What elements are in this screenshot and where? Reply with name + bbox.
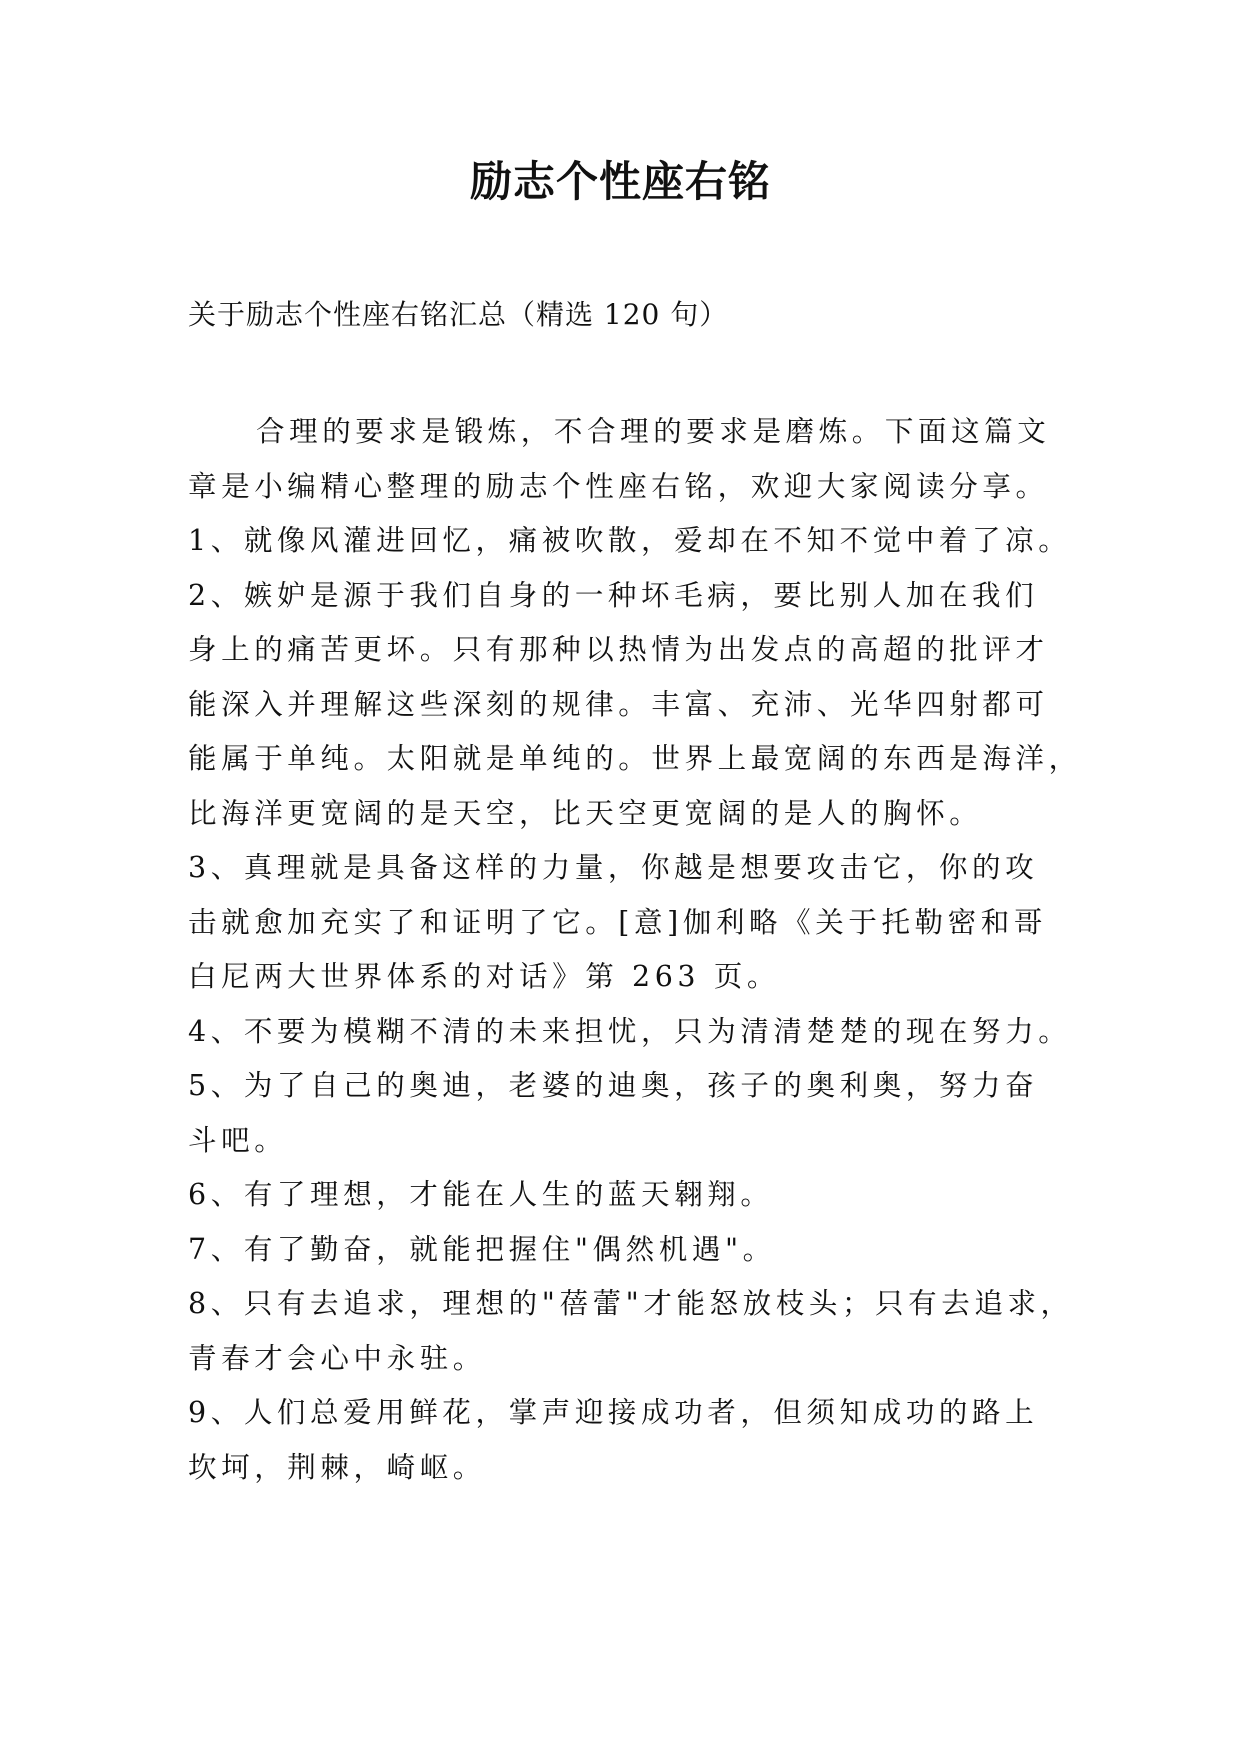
text-line: 4、不要为模糊不清的未来担忧，只为清清楚楚的现在努力。 bbox=[188, 1014, 1072, 1048]
text-line: 章是小编精心整理的励志个性座右铭，欢迎大家阅读分享。 bbox=[188, 469, 1049, 503]
text-line: 1、就像风灌进回忆，痛被吹散，爱却在不知不觉中着了凉。 bbox=[188, 524, 1072, 557]
text-line: 5、为了自己的奥迪，老婆的迪奥，孩子的奥利奥，努力奋 bbox=[188, 1069, 1039, 1102]
text-line: 青春才会心中永驻。 bbox=[188, 1341, 486, 1375]
text-line: 3、真理就是具备这样的力量，你越是想要攻击它，你的攻 bbox=[188, 851, 1039, 884]
text-line: 8、只有去追求，理想的"蓓蕾"才能怒放枝头；只有去追求， bbox=[188, 1287, 1074, 1320]
text-line: 合理的要求是锻炼，不合理的要求是磨炼。下面这篇文 bbox=[256, 415, 1051, 448]
document-body bbox=[188, 405, 1088, 1495]
text-line: 坎坷，荆棘，崎岖。 bbox=[188, 1450, 486, 1484]
text-line: 白尼两大世界体系的对话》第 263 页。 bbox=[188, 960, 781, 993]
page-title: 励志个性座右铭 bbox=[469, 157, 771, 206]
text-line: 击就愈加充实了和证明了它。[意]伽利略《关于托勒密和哥 bbox=[188, 905, 1047, 939]
text-line: 2、嫉妒是源于我们自身的一种坏毛病，要比别人加在我们 bbox=[188, 578, 1039, 612]
text-line: 7、有了勤奋，就能把握住"偶然机遇"。 bbox=[188, 1232, 776, 1266]
text-line: 9、人们总爱用鲜花，掌声迎接成功者，但须知成功的路上 bbox=[188, 1396, 1039, 1429]
text-line: 能深入并理解这些深刻的规律。丰富、充沛、光华四射都可 bbox=[188, 687, 1049, 721]
text-line: 6、有了理想，才能在人生的蓝天翱翔。 bbox=[188, 1178, 774, 1211]
document-subtitle: 关于励志个性座右铭汇总（精选 120 句） bbox=[188, 298, 729, 331]
text-line: 能属于单纯。太阳就是单纯的。世界上最宽阔的东西是海洋， bbox=[188, 742, 1082, 775]
text-line: 斗吧。 bbox=[188, 1123, 288, 1157]
text-line: 比海洋更宽阔的是天空，比天空更宽阔的是人的胸怀。 bbox=[188, 796, 983, 830]
text-line: 身上的痛苦更坏。只有那种以热情为出发点的高超的批评才 bbox=[188, 633, 1049, 666]
